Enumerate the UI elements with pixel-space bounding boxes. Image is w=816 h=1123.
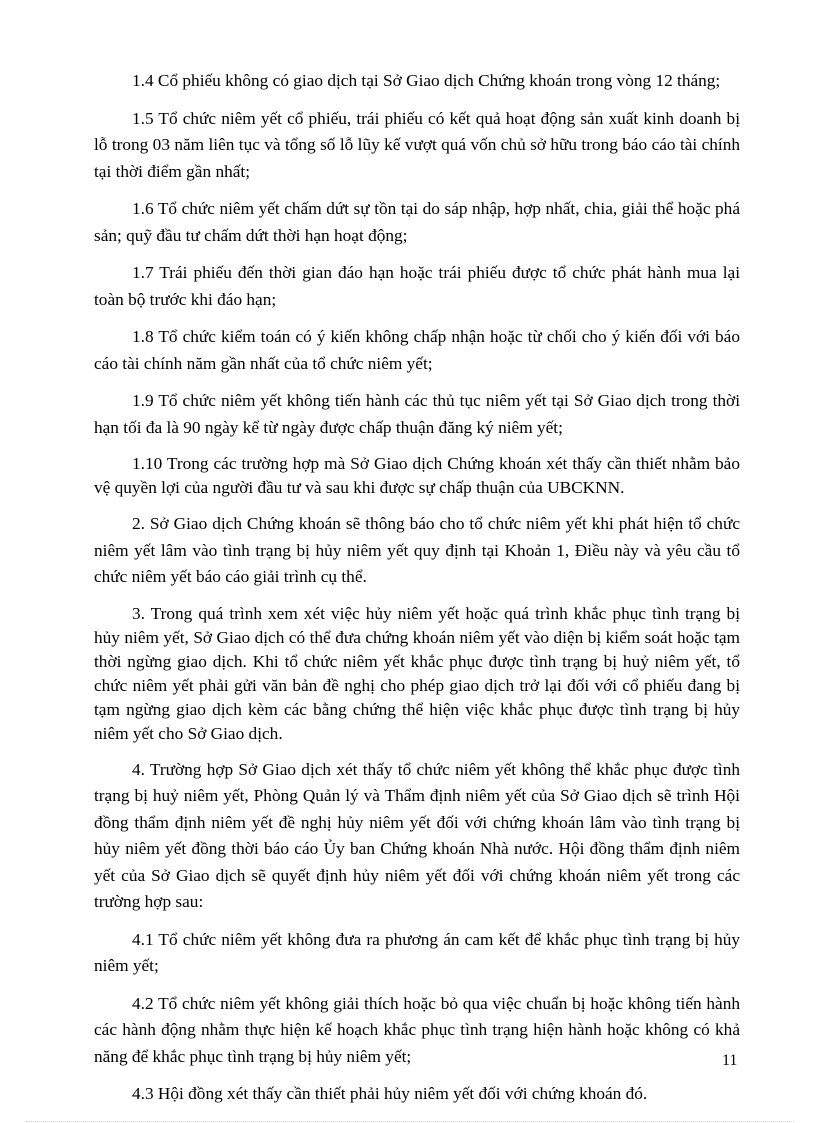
- paragraph-1-9: 1.9 Tổ chức niêm yết không tiến hành các thủ tục niêm yết tại Sở Giao dịch trong thời hạn tối đa là 90 ngày kể từ ngày được chấp thuận đăng ký niêm yết;: [94, 391, 740, 437]
- paragraph-4-2: 4.2 Tổ chức niêm yết không giải thích hoặc bỏ qua việc chuẩn bị hoặc không tiến hành các hành động nhằm thực hiện kế hoạch khắc phục tình trạng hiện hành hoặc không có khả năng để khắc phục tình trạng bị hủy niêm yết;: [94, 993, 740, 1066]
- paragraph-4-1: 4.1 Tổ chức niêm yết không đưa ra phương án cam kết để khắc phục tình trạng bị hủy niêm yết;: [94, 929, 740, 975]
- paragraph-2: 2. Sở Giao dịch Chứng khoán sẽ thông báo cho tổ chức niêm yết khi phát hiện tổ chức niêm yết lâm vào tình trạng bị hủy niêm yết quy định tại Khoản 1, Điều này và yêu cầu tổ chức niêm yết báo cáo giải trình cụ thể.: [94, 514, 740, 586]
- paragraph-1-8: 1.8 Tổ chức kiểm toán có ý kiến không chấp nhận hoặc từ chối cho ý kiến đối với báo cáo tài chính năm gần nhất của tổ chức niêm yết;: [94, 327, 740, 373]
- paragraph-4-3: 4.3 Hội đồng xét thấy cần thiết phải hủy niêm yết đối với chứng khoán đó.: [132, 1084, 648, 1103]
- paragraph-1-4: 1.4 Cổ phiếu không có giao dịch tại Sở Giao dịch Chứng khoán trong vòng 12 tháng;: [132, 71, 721, 90]
- paragraph-3: 3. Trong quá trình xem xét việc hủy niêm yết hoặc quá trình khắc phục tình trạng bị hủy niêm yết, Sở Giao dịch có thể đưa chứng khoán niêm yết vào diện bị kiểm soát hoặc tạm thời ngừng giao dịch. Khi tổ chức niêm yết khắc phục được tình trạng bị huỷ niêm yết, tổ chức niêm yết phải gửi văn bản đề nghị cho phép giao dịch trở lại đối với cổ phiếu đang bị tạm ngừng giao dịch kèm các bằng chứng thể hiện việc khắc phục được tình trạng bị hủy niêm yết cho Sở Giao dịch.: [94, 603, 740, 743]
- document-body: [94, 68, 740, 1119]
- page-number: 11: [722, 1052, 738, 1069]
- paragraph-1-5: 1.5 Tổ chức niêm yết cổ phiếu, trái phiếu có kết quả hoạt động sản xuất kinh doanh bị lỗ trong 03 năm liên tục và tổng số lỗ lũy kế vượt quá vốn chủ sở hữu trong báo cáo tài chính tại thời điểm gần nhất;: [94, 108, 740, 181]
- paragraph-1-6: 1.6 Tổ chức niêm yết chấm dứt sự tồn tại do sáp nhập, hợp nhất, chia, giải thể hoặc phá sản; quỹ đầu tư chấm dứt thời hạn hoạt động;: [94, 199, 740, 245]
- page-bottom-divider: [26, 1121, 794, 1122]
- paragraph-1-7: 1.7 Trái phiếu đến thời gian đáo hạn hoặc trái phiếu được tổ chức phát hành mua lại toàn bộ trước khi đáo hạn;: [94, 263, 740, 309]
- paragraph-1-10: 1.10 Trong các trường hợp mà Sở Giao dịch Chứng khoán xét thấy cần thiết nhằm bảo vệ quyền lợi của người đầu tư và sau khi được sự chấp thuận của UBCKNN.: [94, 454, 740, 497]
- paragraph-4: 4. Trường hợp Sở Giao dịch xét thấy tổ chức niêm yết không thể khắc phục được tình trạng bị huỷ niêm yết, Phòng Quản lý và Thẩm định niêm yết của Sở Giao dịch sẽ trình Hội đồng thẩm định niêm yết đề nghị hủy niêm yết đối với chứng khoán lâm vào tình trạng bị hủy niêm yết đồng thời báo cáo Ủy ban Chứng khoán Nhà nước. Hội đồng thẩm định niêm yết của Sở Giao dịch sẽ quyết định hủy niêm yết đối với chứng khoán niêm yết trong các trường hợp sau:: [94, 759, 740, 911]
